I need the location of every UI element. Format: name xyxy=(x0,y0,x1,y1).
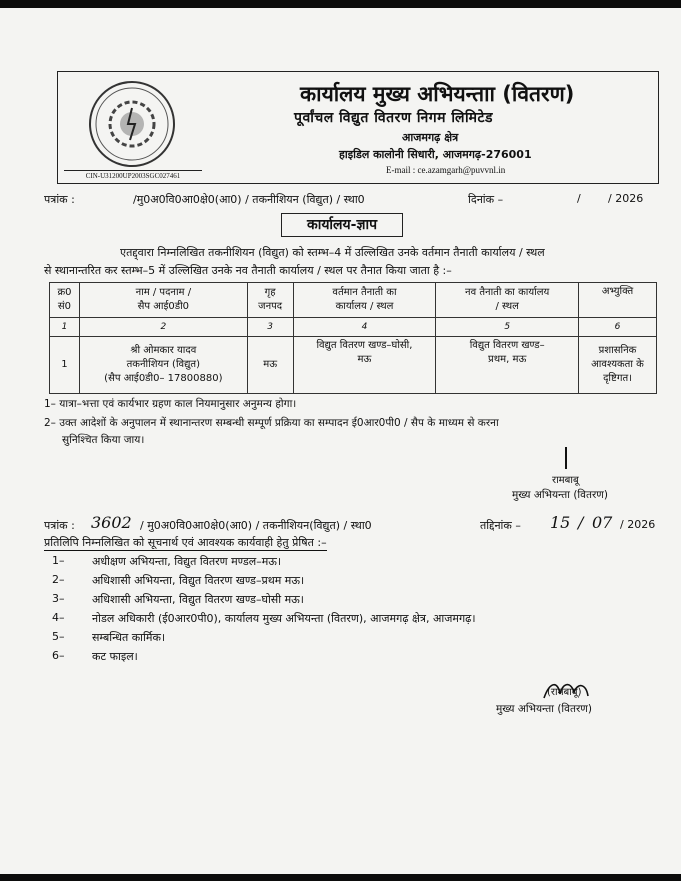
column-number: 2 xyxy=(79,318,247,337)
copy-item-text: अधीक्षण अभियन्ता, विद्युत वितरण मण्डल–मऊ। xyxy=(92,555,282,568)
copy-item-num: 1– xyxy=(52,554,65,567)
ref2-year: / 2026 xyxy=(620,518,656,531)
current-posting: विद्युत वितरण खण्ड–घोसी, मऊ xyxy=(293,337,436,394)
ref-code: /मु0अ0वि0आ0क्षे0(आ0) / तकनीशियन (विद्युत) / स्था0 xyxy=(133,193,365,206)
employee-cell: श्री ओमकार यादव तकनीशियन (विद्युत) (सैप आई0डी0– 17800880) xyxy=(79,337,247,394)
signatory-designation: मुख्य अभियन्ता (वितरण) xyxy=(512,489,608,501)
copy-to-title: प्रतिलिपि निम्नलिखित को सूचनार्थ एवं आवश्यक कार्यवाही हेतु प्रेषित :– xyxy=(44,536,327,549)
signatory-name: रामबाबू xyxy=(552,475,579,486)
office-email: E-mail : ce.azamgarh@puvvnl.in xyxy=(386,165,506,175)
signatory-designation-2: मुख्य अभियन्ता (वितरण) xyxy=(496,703,592,715)
table-header-row xyxy=(50,283,657,318)
copy-item-num: 2– xyxy=(52,573,65,586)
ref2-label: पत्रांक : xyxy=(44,519,75,532)
document-type-heading: कार्यालय-ज्ञाप xyxy=(281,213,403,237)
zone-name: आजमगढ़ क्षेत्र xyxy=(402,131,459,144)
note-2-line-2: सुनिश्चित किया जाय। xyxy=(62,434,145,446)
header-cell: नव तैनाती का कार्यालय / स्थल xyxy=(436,283,579,318)
copy-item-num: 3– xyxy=(52,592,65,605)
copy-item-text: नोडल अधिकारी (ई0आर0पी0), कार्यालय मुख्य अभियन्ता (वितरण), आजमगढ़ क्षेत्र, आजमगढ़। xyxy=(92,612,476,625)
header-cell: वर्तमान तैनाती का कार्यालय / स्थल xyxy=(293,283,436,318)
ref-label: पत्रांक : xyxy=(44,193,75,206)
column-number: 1 xyxy=(50,318,80,337)
intro-line-2: से स्थानान्तरित कर स्तम्भ–5 में उल्लिखित उनके नव तैनाती कार्यालय / स्थल पर तैनात किया जाता है :– xyxy=(44,264,452,277)
office-address: हाइडिल कालोनी सिधारी, आजमगढ़-276001 xyxy=(339,148,532,161)
remark: प्रशासनिक आवश्यकता के दृष्टिगत। xyxy=(579,337,657,394)
copy-item-text: सम्बन्धित कार्मिक। xyxy=(92,631,166,644)
header-cell: क्र0 सं0 xyxy=(50,283,80,318)
signature-mark xyxy=(565,447,581,469)
column-number: 6 xyxy=(579,318,657,337)
note-1: 1– यात्रा–भत्ता एवं कार्यभार ग्रहण काल नियमानुसार अनुमन्य होगा। xyxy=(44,398,297,410)
copy-item-text: कट फाइल। xyxy=(92,650,138,663)
date-year: / 2026 xyxy=(608,192,644,205)
office-title: कार्यालय मुख्य अभियन्ताा (वितरण) xyxy=(300,82,575,106)
ref2-date-label: तद्दिनांक – xyxy=(480,519,521,532)
column-number: 3 xyxy=(247,318,293,337)
date-separator: / xyxy=(577,192,581,205)
copy-item-num: 4– xyxy=(52,611,65,624)
copy-item-text: अधिशासी अभियन्ता, विद्युत वितरण खण्ड–घोसी मऊ। xyxy=(92,593,304,606)
transfer-table xyxy=(49,282,657,394)
ref2-month: 07 xyxy=(592,513,613,532)
copy-item-num: 5– xyxy=(52,630,65,643)
column-number-row xyxy=(50,318,657,337)
table-row xyxy=(50,337,657,394)
copy-item-text: अधिशासी अभियन्ता, विद्युत वितरण खण्ड–प्रथम मऊ। xyxy=(92,574,305,587)
copy-item-num: 6– xyxy=(52,649,65,662)
column-number: 4 xyxy=(293,318,436,337)
date-label: दिनांक – xyxy=(468,193,504,206)
home-district: मऊ xyxy=(247,337,293,394)
column-number: 5 xyxy=(436,318,579,337)
header-cell: नाम / पदनाम / सैप आई0डी0 xyxy=(79,283,247,318)
new-posting: विद्युत वितरण खण्ड– प्रथम, मऊ xyxy=(436,337,579,394)
company-seal-logo xyxy=(80,78,184,170)
ref2-code: / मु0अ0वि0आ0क्षे0(आ0) / तकनीशियन(विद्युत) / स्था0 xyxy=(140,519,372,532)
ref2-day: 15 xyxy=(550,513,571,532)
signatory-initials: (रामबाबू) xyxy=(547,687,582,698)
intro-line-1: एतद्द्वारा निम्नलिखित तकनीशियन (विद्युत) को स्तम्भ–4 में उल्लिखित उनके वर्तमान तैनाती कार्यालय / स्थल xyxy=(120,246,545,259)
header-cell: गृह जनपद xyxy=(247,283,293,318)
note-2-line-1: 2– उक्त आदेशों के अनुपालन में स्थानान्तरण सम्बन्धी सम्पूर्ण प्रक्रिया का सम्पादन ई0आर0पी0 / सैप के माध्यम से करना xyxy=(44,417,499,429)
cin-number: CIN-U31200UP2003SGC027461 xyxy=(64,170,202,180)
ref2-number: 3602 xyxy=(91,513,132,532)
serial-number: 1 xyxy=(50,337,80,394)
header-cell: अभ्युक्ति xyxy=(579,283,657,318)
ref2-month-sep: / xyxy=(578,513,584,532)
company-name: पूर्वांचल विद्युत वितरण निगम लिमिटेड xyxy=(294,110,493,126)
